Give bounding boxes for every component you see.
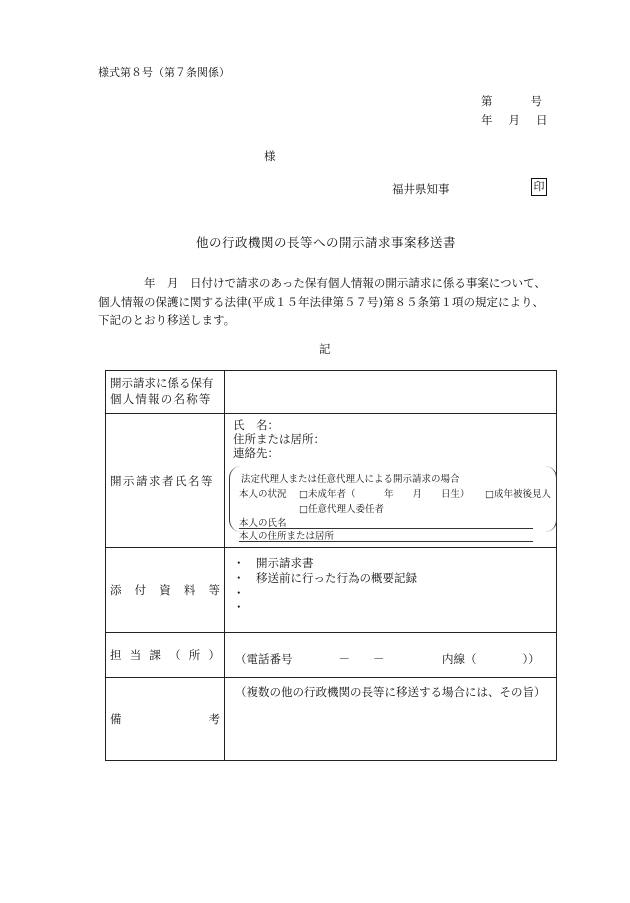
row-remarks: [106, 678, 557, 761]
principal-address-label: 本人の住所または居所: [239, 531, 335, 542]
label-char: ）: [208, 648, 220, 662]
label-char: 所: [188, 648, 201, 662]
body-line-1: 年 月 日付けで請求のあった保有個人情報の開示請求に係る事案について、: [98, 276, 546, 290]
issuer: 福井県知事: [392, 182, 450, 196]
body-line-3: 下記のとおり移送します。: [98, 313, 236, 327]
agent-principal-checkbox[interactable]: □任意代理人委任者: [299, 504, 384, 515]
label-char: 当: [129, 648, 142, 662]
row-requester: [106, 414, 557, 548]
attachment-item: ・: [233, 600, 245, 614]
label-personal-info-name: [106, 371, 225, 414]
value-remarks[interactable]: [225, 678, 557, 761]
row-department: [106, 633, 557, 678]
attachment-item: ・ 開示請求書: [233, 556, 314, 570]
body-line-2: 個人情報の保護に関する法律(平成１５年法律第５７号)第８５条第１項の規定により、: [98, 294, 544, 309]
document-date: [481, 112, 548, 128]
document-title: 他の行政機関の長等への開示請求事案移送書: [196, 235, 457, 250]
value-attachments[interactable]: [225, 548, 557, 633]
label-char: 付: [134, 583, 147, 597]
value-personal-info-name[interactable]: [225, 371, 557, 414]
principal-address-underline: [239, 541, 533, 542]
body-paragraph: [98, 274, 558, 330]
addressee-suffix: 様: [264, 149, 276, 163]
requester-address-label: 住所または居所：: [233, 432, 325, 446]
form-number: 様式第８号（第７条関係）: [98, 66, 230, 79]
label-char: 料: [183, 583, 196, 597]
document-number: [481, 93, 542, 109]
label-attachments: [106, 548, 225, 633]
seal-mark: 印: [531, 178, 547, 196]
label-char: （: [169, 648, 181, 662]
label-line: 個人情報の名称等: [110, 392, 212, 406]
principal-name-label: 本人の氏名: [239, 518, 287, 529]
remarks-note: （複数の他の行政機関の長等に移送する場合には、その旨）: [235, 685, 546, 699]
label-remarks: [106, 678, 225, 761]
requester-contact-label: 連絡先：: [233, 446, 279, 460]
label-char: 等: [208, 583, 220, 597]
label-char: 考: [208, 712, 220, 726]
doc-no-go: 号: [530, 94, 542, 108]
value-requester[interactable]: [225, 414, 557, 548]
attachment-item: ・: [233, 586, 245, 600]
minor-checkbox[interactable]: □未成年者（ 年 月 日生）: [299, 489, 470, 500]
ki-heading: 記: [319, 342, 331, 356]
date-month: 月: [508, 113, 520, 127]
label-line: 開示請求に係る保有: [110, 376, 214, 390]
adult-ward-checkbox[interactable]: □成年被後見人: [485, 489, 551, 500]
label-char: 資: [159, 583, 171, 597]
row-personal-info-name: [106, 371, 557, 414]
attachment-item: ・ 移送前に行った行為の概要記録: [233, 571, 417, 585]
label-char: 担: [110, 648, 122, 662]
date-year: 年: [481, 113, 493, 127]
row-attachments: [106, 548, 557, 633]
agent-heading: 法定代理人または任意代理人による開示請求の場合: [241, 474, 460, 485]
label-requester: [106, 414, 225, 548]
requester-name-label: 氏 名：: [233, 418, 279, 432]
label-char: 添: [110, 583, 122, 597]
phone-line: （電話番号 － － 内線（ ））: [235, 652, 540, 666]
value-department[interactable]: [225, 633, 557, 678]
principal-status-label: 本人の状況: [239, 489, 287, 500]
label-department: [106, 633, 225, 678]
transfer-details-table: [105, 370, 557, 761]
label-char: 課: [149, 648, 161, 662]
doc-no-dai: 第: [481, 94, 493, 108]
label-text: 開示請求者氏名等: [110, 473, 214, 488]
date-day: 日: [536, 113, 548, 127]
label-char: 備: [110, 712, 122, 726]
